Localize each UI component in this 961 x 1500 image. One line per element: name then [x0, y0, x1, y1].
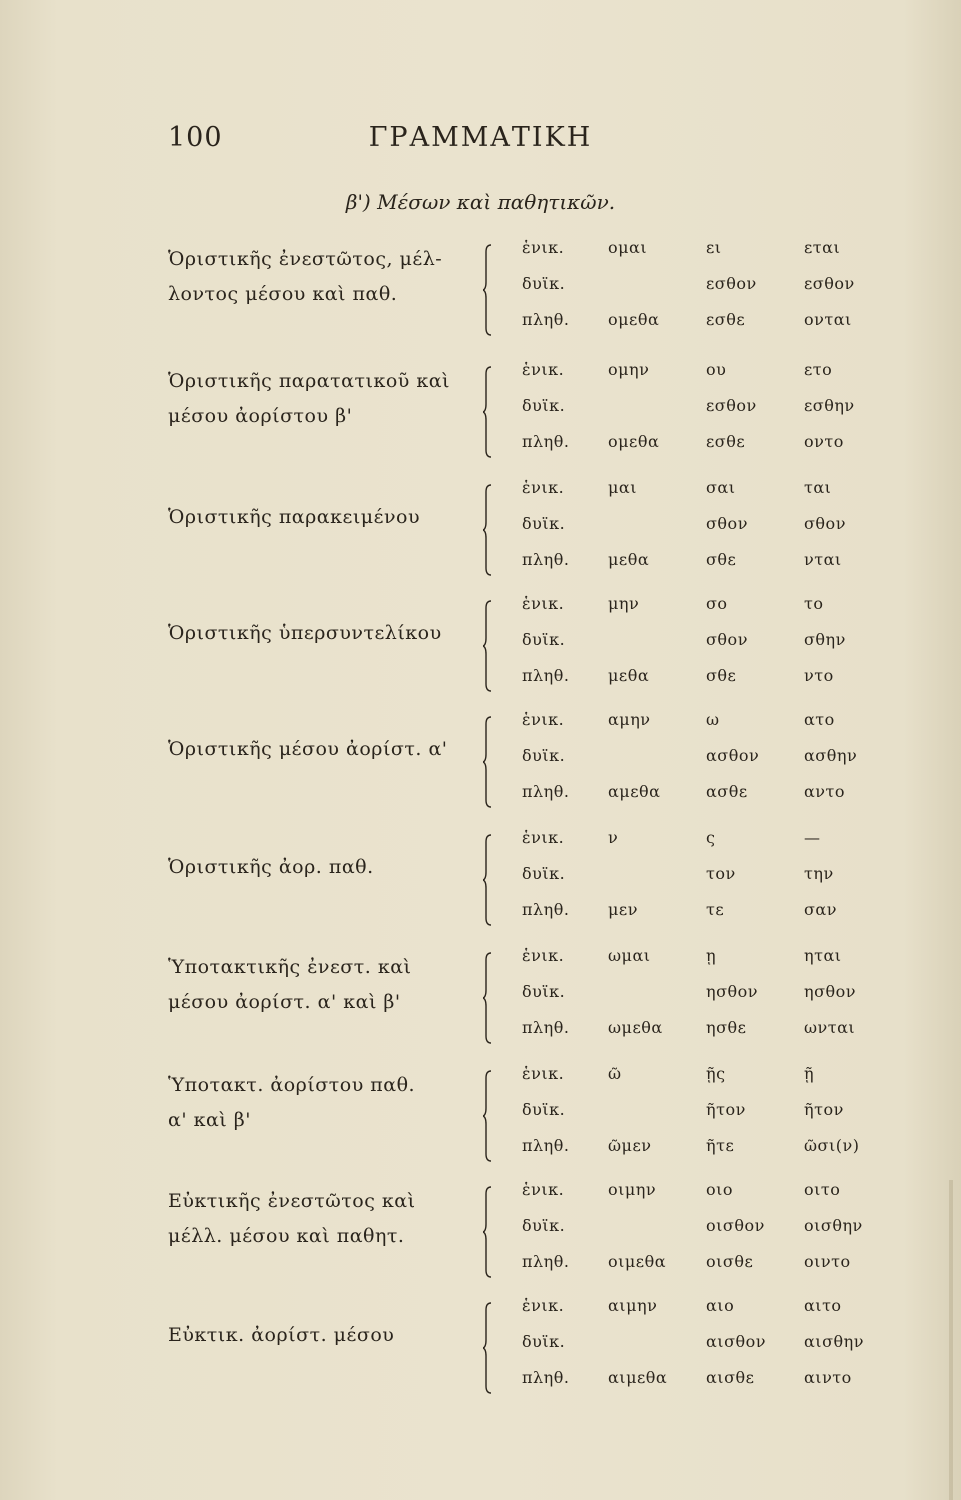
ending-1sg-cell: μην: [608, 594, 640, 613]
ending-1sg-cell: ῶ: [608, 1064, 622, 1083]
conjugation-block: [0, 478, 961, 590]
ending-2sg-cell: ῃ: [706, 946, 717, 965]
table-row: [0, 782, 961, 818]
ending-3sg-cell: οιτο: [804, 1180, 841, 1199]
tense-label: Ὁριστικῆς ἐνεστῶτος, μέλ-: [168, 248, 443, 270]
table-row: [0, 238, 961, 274]
page-number: 100: [168, 122, 223, 153]
ending-3sg-cell: ονται: [804, 310, 852, 329]
tense-label: λοντος μέσου καὶ παθ.: [168, 283, 398, 305]
ending-3sg-cell: ατο: [804, 710, 835, 729]
ending-3sg-cell: οιντο: [804, 1252, 851, 1271]
ending-2sg-cell: αισθον: [706, 1332, 766, 1351]
ending-3sg-cell: οντο: [804, 432, 844, 451]
table-row: [0, 1216, 961, 1252]
ending-1sg-cell: ομην: [608, 360, 650, 379]
number-cell: δυϊκ.: [522, 1216, 566, 1235]
number-cell: πληθ.: [522, 1136, 570, 1155]
ending-3sg-cell: αντο: [804, 782, 846, 801]
number-cell: ἑνικ.: [522, 478, 565, 497]
table-row: [0, 1018, 961, 1054]
number-cell: ἑνικ.: [522, 238, 565, 257]
table-row: [0, 946, 961, 982]
ending-2sg-cell: οισθε: [706, 1252, 754, 1271]
ending-3sg-cell: σθον: [804, 514, 846, 533]
number-cell: δυϊκ.: [522, 746, 566, 765]
conjugation-block: [0, 828, 961, 940]
ending-2sg-cell: αισθε: [706, 1368, 755, 1387]
table-row: [0, 310, 961, 346]
tense-label: α' καὶ β': [168, 1109, 251, 1131]
ending-3sg-cell: ται: [804, 478, 832, 497]
ending-3sg-cell: νται: [804, 550, 842, 569]
number-cell: πληθ.: [522, 900, 570, 919]
ending-2sg-cell: ασθον: [706, 746, 760, 765]
ending-1sg-cell: οιμεθα: [608, 1252, 667, 1271]
ending-3sg-cell: —: [804, 828, 821, 847]
table-row: [0, 432, 961, 468]
ending-1sg-cell: ῶμεν: [608, 1136, 652, 1155]
conjugation-block: [0, 946, 961, 1058]
ending-3sg-cell: αισθην: [804, 1332, 864, 1351]
ending-2sg-cell: εσθον: [706, 396, 757, 415]
ending-2sg-cell: σθον: [706, 514, 748, 533]
conjugation-block: [0, 1180, 961, 1292]
ending-2sg-cell: σθε: [706, 666, 737, 685]
tense-label: Εὐκτικ. ἀορίστ. μέσου: [168, 1324, 395, 1346]
ending-1sg-cell: ομεθα: [608, 432, 660, 451]
ending-2sg-cell: ῆτον: [706, 1100, 746, 1119]
ending-2sg-cell: σθε: [706, 550, 737, 569]
table-row: [0, 1136, 961, 1172]
ending-1sg-cell: ομαι: [608, 238, 648, 257]
table-row: [0, 1064, 961, 1100]
number-cell: πληθ.: [522, 310, 570, 329]
ending-3sg-cell: ηται: [804, 946, 842, 965]
ending-1sg-cell: μεθα: [608, 550, 650, 569]
table-row: [0, 864, 961, 900]
number-cell: πληθ.: [522, 550, 570, 569]
number-cell: πληθ.: [522, 1018, 570, 1037]
ending-1sg-cell: αμεθα: [608, 782, 661, 801]
ending-2sg-cell: ει: [706, 238, 722, 257]
table-row: [0, 514, 961, 550]
table-row: [0, 666, 961, 702]
number-cell: δυϊκ.: [522, 630, 566, 649]
tense-label: Ὁριστικῆς ἀορ. παθ.: [168, 856, 374, 878]
ending-3sg-cell: το: [804, 594, 824, 613]
ending-3sg-cell: σαν: [804, 900, 837, 919]
ending-2sg-cell: ς: [706, 828, 716, 847]
table-row: [0, 828, 961, 864]
ending-2sg-cell: οιο: [706, 1180, 734, 1199]
table-row: [0, 478, 961, 514]
ending-2sg-cell: τε: [706, 900, 725, 919]
tense-label: μέσου ἀορίστου β': [168, 405, 353, 427]
ending-2sg-cell: ησθον: [706, 982, 758, 1001]
table-row: [0, 982, 961, 1018]
ending-2sg-cell: οισθον: [706, 1216, 765, 1235]
tense-label: μέλλ. μέσου καὶ παθητ.: [168, 1225, 405, 1247]
number-cell: ἑνικ.: [522, 360, 565, 379]
ending-1sg-cell: μεν: [608, 900, 638, 919]
ending-1sg-cell: αιμην: [608, 1296, 658, 1315]
table-row: [0, 630, 961, 666]
ending-1sg-cell: ωμαι: [608, 946, 651, 965]
ending-3sg-cell: εσθον: [804, 274, 855, 293]
conjugation-block: [0, 1064, 961, 1176]
number-cell: ἑνικ.: [522, 1296, 565, 1315]
number-cell: δυϊκ.: [522, 1332, 566, 1351]
table-row: [0, 274, 961, 310]
ending-3sg-cell: ῇ: [804, 1064, 815, 1083]
ending-2sg-cell: ῆτε: [706, 1136, 735, 1155]
ending-2sg-cell: σαι: [706, 478, 736, 497]
ending-2sg-cell: εσθε: [706, 432, 746, 451]
ending-3sg-cell: ασθην: [804, 746, 858, 765]
number-cell: πληθ.: [522, 782, 570, 801]
table-row: [0, 1252, 961, 1288]
ending-2sg-cell: ω: [706, 710, 720, 729]
ending-1sg-cell: μεθα: [608, 666, 650, 685]
ending-1sg-cell: αιμεθα: [608, 1368, 668, 1387]
table-row: [0, 594, 961, 630]
number-cell: πληθ.: [522, 432, 570, 451]
tense-label: μέσου ἀορίστ. α' καὶ β': [168, 991, 401, 1013]
number-cell: ἑνικ.: [522, 594, 565, 613]
ending-1sg-cell: ν: [608, 828, 619, 847]
tense-label: Εὐκτικῆς ἐνεστῶτος καὶ: [168, 1190, 416, 1212]
section-subtitle: β') Μέσων καὶ παθητικῶν.: [345, 190, 616, 214]
ending-3sg-cell: αιντο: [804, 1368, 852, 1387]
ending-3sg-cell: την: [804, 864, 834, 883]
page-title: ΓΡΑΜΜΑΤΙΚΗ: [368, 122, 593, 153]
table-row: [0, 360, 961, 396]
tense-label: Ὑποτακτικῆς ἐνεστ. καὶ: [168, 956, 412, 978]
ending-1sg-cell: ομεθα: [608, 310, 660, 329]
ending-2sg-cell: σο: [706, 594, 728, 613]
ending-3sg-cell: ησθον: [804, 982, 856, 1001]
table-row: [0, 1332, 961, 1368]
ending-2sg-cell: ῇς: [706, 1064, 726, 1083]
number-cell: ἑνικ.: [522, 828, 565, 847]
table-row: [0, 550, 961, 586]
tense-label: Ὁριστικῆς παρακειμένου: [168, 506, 421, 528]
ending-2sg-cell: ησθε: [706, 1018, 747, 1037]
number-cell: ἑνικ.: [522, 710, 565, 729]
number-cell: δυϊκ.: [522, 274, 566, 293]
tense-label: Ὑποτακτ. ἀορίστου παθ.: [168, 1074, 416, 1096]
table-row: [0, 1368, 961, 1404]
table-row: [0, 1296, 961, 1332]
ending-2sg-cell: τον: [706, 864, 736, 883]
conjugation-block: [0, 594, 961, 706]
tense-label: Ὁριστικῆς ὑπερσυντελίκου: [168, 622, 442, 644]
number-cell: δυϊκ.: [522, 864, 566, 883]
number-cell: πληθ.: [522, 666, 570, 685]
ending-2sg-cell: ου: [706, 360, 727, 379]
ending-3sg-cell: αιτο: [804, 1296, 842, 1315]
table-row: [0, 396, 961, 432]
table-row: [0, 900, 961, 936]
conjugation-block: [0, 710, 961, 822]
ending-3sg-cell: εσθην: [804, 396, 855, 415]
ending-3sg-cell: ῆτον: [804, 1100, 844, 1119]
ending-1sg-cell: οιμην: [608, 1180, 657, 1199]
ending-2sg-cell: εσθε: [706, 310, 746, 329]
tense-label: Ὁριστικῆς μέσου ἀορίστ. α': [168, 738, 448, 760]
number-cell: πληθ.: [522, 1368, 570, 1387]
number-cell: ἑνικ.: [522, 946, 565, 965]
table-row: [0, 1180, 961, 1216]
ending-3sg-cell: οισθην: [804, 1216, 863, 1235]
ending-2sg-cell: σθον: [706, 630, 748, 649]
table-row: [0, 746, 961, 782]
ending-1sg-cell: μαι: [608, 478, 637, 497]
conjugation-block: [0, 1296, 961, 1408]
table-row: [0, 710, 961, 746]
conjugation-block: [0, 360, 961, 472]
number-cell: ἑνικ.: [522, 1180, 565, 1199]
ending-2sg-cell: εσθον: [706, 274, 757, 293]
number-cell: πληθ.: [522, 1252, 570, 1271]
ending-1sg-cell: ωμεθα: [608, 1018, 663, 1037]
ending-1sg-cell: αμην: [608, 710, 651, 729]
tense-label: Ὁριστικῆς παρατατικοῦ καὶ: [168, 370, 450, 392]
number-cell: δυϊκ.: [522, 982, 566, 1001]
ending-3sg-cell: ετο: [804, 360, 833, 379]
number-cell: δυϊκ.: [522, 1100, 566, 1119]
ending-3sg-cell: ωνται: [804, 1018, 856, 1037]
ending-3sg-cell: εται: [804, 238, 841, 257]
ending-2sg-cell: αιο: [706, 1296, 735, 1315]
number-cell: δυϊκ.: [522, 514, 566, 533]
ending-3sg-cell: σθην: [804, 630, 846, 649]
conjugation-block: [0, 238, 961, 350]
ending-3sg-cell: ῶσι(ν): [804, 1136, 860, 1155]
number-cell: δυϊκ.: [522, 396, 566, 415]
table-row: [0, 1100, 961, 1136]
ending-3sg-cell: ντο: [804, 666, 834, 685]
ending-2sg-cell: ασθε: [706, 782, 748, 801]
number-cell: ἑνικ.: [522, 1064, 565, 1083]
